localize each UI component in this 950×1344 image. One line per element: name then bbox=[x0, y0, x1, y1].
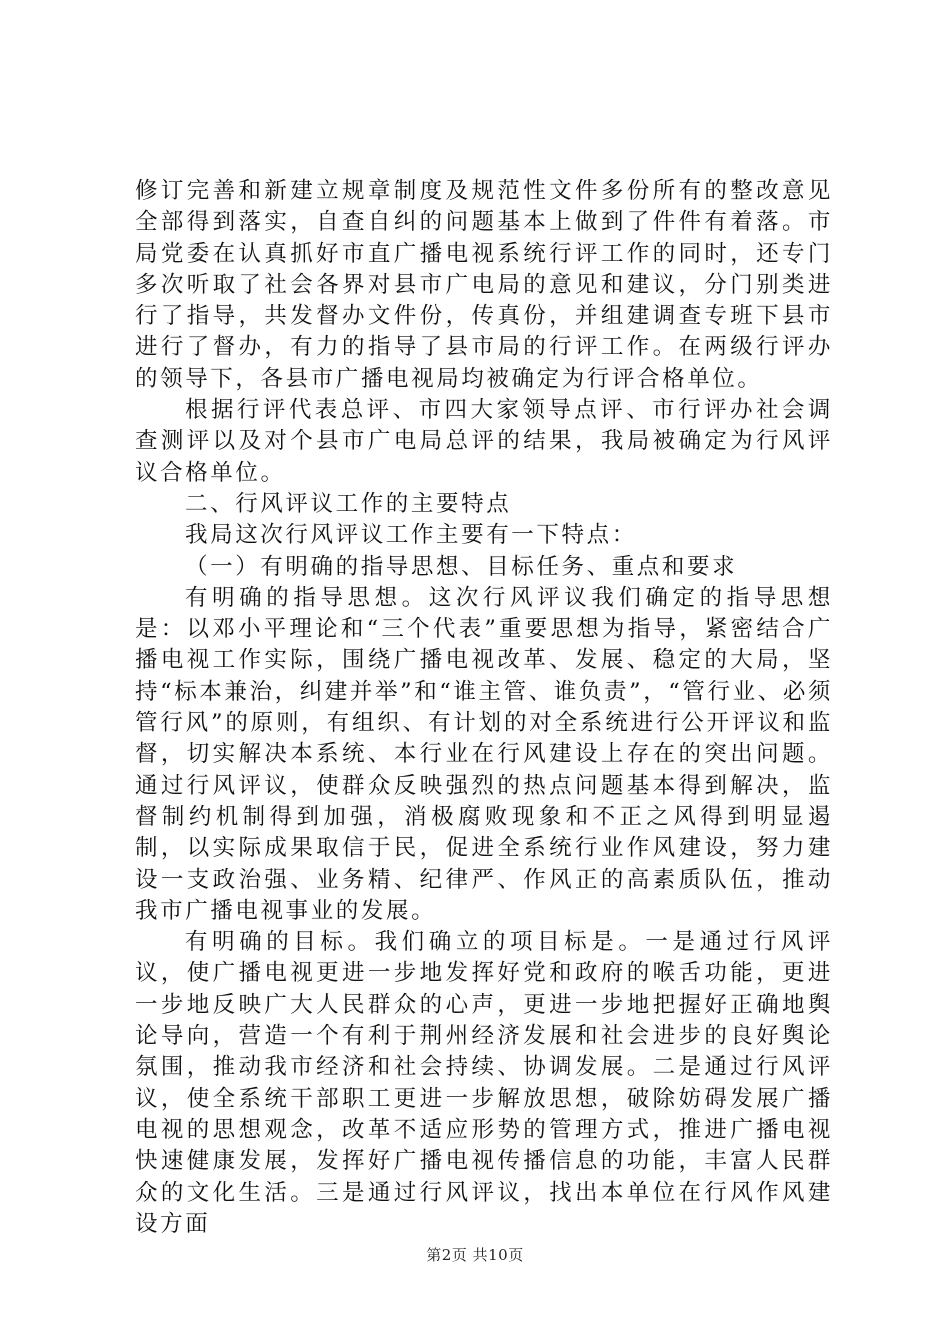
paragraph-1: 修订完善和新建立规章制度及规范性文件多份所有的整改意见全部得到落实，自查自纠的问题基本上做到了件件有着落。市局党委在认真抓好市直广播电视系统行评工作的同时，还专门多次听取了社会各界对县市广电局的意见和建议，分门别类进行了指导，共发督办文件份，传真份，并组建调查专班下县市进行了督办，有力的指导了县市局的行评工作。在两级行评办的领导下，各县市广播电视局均被确定为行评合格单位。 bbox=[135, 178, 833, 392]
subsection-heading: （一）有明确的指导思想、目标任务、重点和要求 bbox=[185, 553, 738, 580]
paragraph-2: 根据行评代表总评、市四大家领导点评、市行评办社会调查测评以及对个县市广电局总评的结果，我局被确定为行风评议合格单位。 bbox=[135, 397, 833, 486]
page-number-footer: 第2页 共10页 bbox=[426, 1246, 524, 1264]
section-heading: 二、行风评议工作的主要特点 bbox=[185, 490, 512, 517]
paragraph-intro: 我局这次行风评议工作主要有一下特点： bbox=[185, 522, 637, 549]
paragraph-goals: 有明确的目标。我们确立的项目标是。一是通过行风评议，使广播电视更进一步地发挥好党和政府的喉舌功能，更进一步地反映广大人民群众的心声，更进一步地把握好正确地舆论导向，营造一个有利于荆州经济发展和社会进步的良好舆论氛围，推动我市经济和社会持续、协调发展。二是通过行风评议，使全系统干部职工更进一步解放思想，破除妨碍发展广播电视的思想观念，改革不适应形势的管理方式，推进广播电视快速健康发展，发挥好广播电视传播信息的功能，丰富人民群众的文化生活。三是通过行风评议，找出本单位在行风作风建设方面 bbox=[135, 929, 833, 1237]
document-body bbox=[135, 176, 833, 1240]
paragraph-guiding-ideology: 有明确的指导思想。这次行风评议我们确定的指导思想是：以邓小平理论和“三个代表”重要思想为指导，紧密结合广播电视工作实际，围绕广播电视改革、发展、稳定的大局，坚持“标本兼治，纠建并举”和“谁主管、谁负责”，“管行业、必须管行风”的原则，有组织、有计划的对全系统进行公开评议和监督，切实解决本系统、本行业在行风建设上存在的突出问题。通过行风评议，使群众反映强烈的热点问题基本得到解决，监督制约机制得到加强，消极腐败现象和不正之风得到明显遏制，以实际成果取信于民，促进全系统行业作风建设，努力建设一支政治强、业务精、纪律严、作风正的高素质队伍，推动我市广播电视事业的发展。 bbox=[135, 584, 834, 924]
